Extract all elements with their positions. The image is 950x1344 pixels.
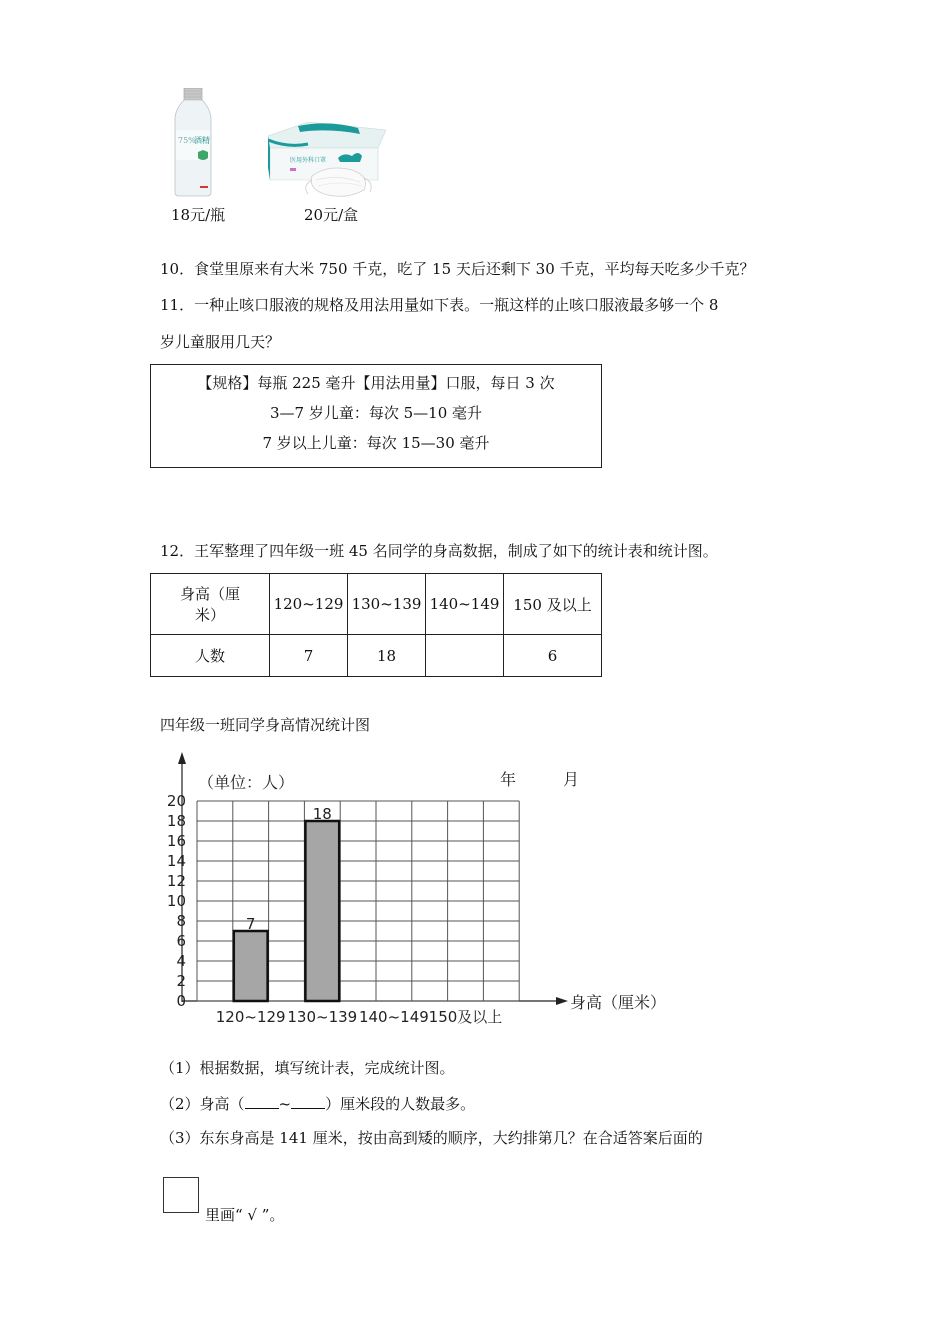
svg-text:医用外科口罩: 医用外科口罩	[290, 157, 327, 164]
table-cell-140-149-blank[interactable]	[426, 635, 504, 677]
alcohol-bottle-image	[172, 88, 214, 198]
svg-text:8: 8	[176, 912, 186, 930]
sub-question-2	[160, 1094, 475, 1114]
month-label: 月	[563, 770, 580, 789]
chart-bars	[234, 805, 339, 1001]
table-count-row	[151, 635, 602, 677]
table-cell-130-139: 18	[348, 635, 426, 677]
svg-text:18: 18	[312, 805, 332, 823]
table-col-120-129: 120~129	[270, 574, 348, 635]
question-12-intro: 12．王军整理了四年级一班 45 名同学的身高数据，制成了如下的统计表和统计图。	[160, 542, 718, 560]
svg-text:0: 0	[176, 992, 186, 1010]
svg-text:120~129: 120~129	[215, 1008, 286, 1026]
svg-text:140~149: 140~149	[358, 1008, 429, 1026]
svg-text:12: 12	[166, 872, 186, 890]
sub-question-3: （3）东东身高是 141 厘米，按由高到矮的顺序，大约排第几？在合适答案后面的	[160, 1129, 703, 1147]
header-label-line1: 身高（厘	[179, 585, 240, 603]
table-row-label: 人数	[151, 635, 270, 677]
height-stats-table	[150, 573, 602, 677]
bar-130~139	[305, 821, 339, 1001]
mask-price-caption: 20元/盒	[304, 206, 359, 224]
svg-text:4: 4	[176, 952, 186, 970]
answer-checkbox[interactable]	[163, 1177, 199, 1213]
sub2-suffix: ）厘米段的人数最多。	[325, 1095, 476, 1113]
sub-question-3-tail: 里画“ √ ”。	[205, 1206, 285, 1224]
question-10: 10．食堂里原来有大米 750 千克，吃了 15 天后还剩下 30 千克，平均每天吃多少千克？	[160, 260, 755, 278]
table-col-150-plus: 150 及以上	[504, 574, 602, 635]
sub2-prefix: （2）身高（	[160, 1095, 245, 1113]
question-11-line1: 11．一种止咳口服液的规格及用法用量如下表。一瓶这样的止咳口服液最多够一个 8	[160, 296, 719, 314]
unit-label: （单位：人）	[198, 773, 295, 792]
table-col-130-139: 130~139	[348, 574, 426, 635]
table-header-row	[151, 574, 602, 635]
svg-text:75%: 75%	[178, 136, 196, 145]
x-tick-labels	[216, 1008, 503, 1026]
svg-text:20: 20	[166, 792, 186, 810]
blank-lower-bound[interactable]	[245, 1094, 279, 1109]
table-header-label	[151, 574, 270, 635]
table-col-140-149: 140~149	[426, 574, 504, 635]
svg-text:6: 6	[176, 932, 186, 950]
sub2-tilde: ~	[278, 1095, 292, 1113]
svg-text:18: 18	[166, 812, 186, 830]
dosage-info-box	[150, 364, 602, 468]
y-axis-arrow-icon	[178, 752, 186, 764]
table-cell-120-129: 7	[270, 635, 348, 677]
mask-box-image	[268, 118, 386, 200]
bottle-price-caption: 18元/瓶	[171, 206, 226, 224]
question-11-line2: 岁儿童服用几天？	[160, 333, 281, 351]
svg-text:16: 16	[166, 832, 186, 850]
x-axis-arrow-icon	[556, 997, 568, 1005]
year-label: 年	[500, 770, 517, 789]
bar-120~129	[234, 931, 268, 1001]
y-tick-labels	[167, 792, 186, 1010]
svg-text:150及以上: 150及以上	[428, 1008, 503, 1026]
height-bar-chart	[160, 750, 680, 1030]
svg-text:酒精: 酒精	[194, 136, 210, 145]
svg-text:7: 7	[245, 915, 256, 933]
chart-title: 四年级一班同学身高情况统计图	[160, 716, 371, 734]
svg-text:2: 2	[176, 972, 186, 990]
sub-question-1: （1）根据数据，填写统计表，完成统计图。	[160, 1059, 455, 1077]
dosage-spec-line: 【规格】每瓶 225 毫升【用法用量】口服，每日 3 次	[197, 374, 555, 392]
blank-upper-bound[interactable]	[291, 1094, 325, 1109]
svg-text:130~139: 130~139	[287, 1008, 358, 1026]
svg-text:14: 14	[166, 852, 186, 870]
dosage-age-7-plus-line: 7 岁以上儿童：每次 15—30 毫升	[262, 434, 490, 452]
svg-text:10: 10	[166, 892, 186, 910]
table-cell-150-plus: 6	[504, 635, 602, 677]
header-label-line2: 米）	[194, 606, 225, 624]
x-axis-label: 身高（厘米）	[570, 993, 667, 1012]
dosage-age-3-7-line: 3—7 岁儿童：每次 5—10 毫升	[269, 404, 483, 422]
